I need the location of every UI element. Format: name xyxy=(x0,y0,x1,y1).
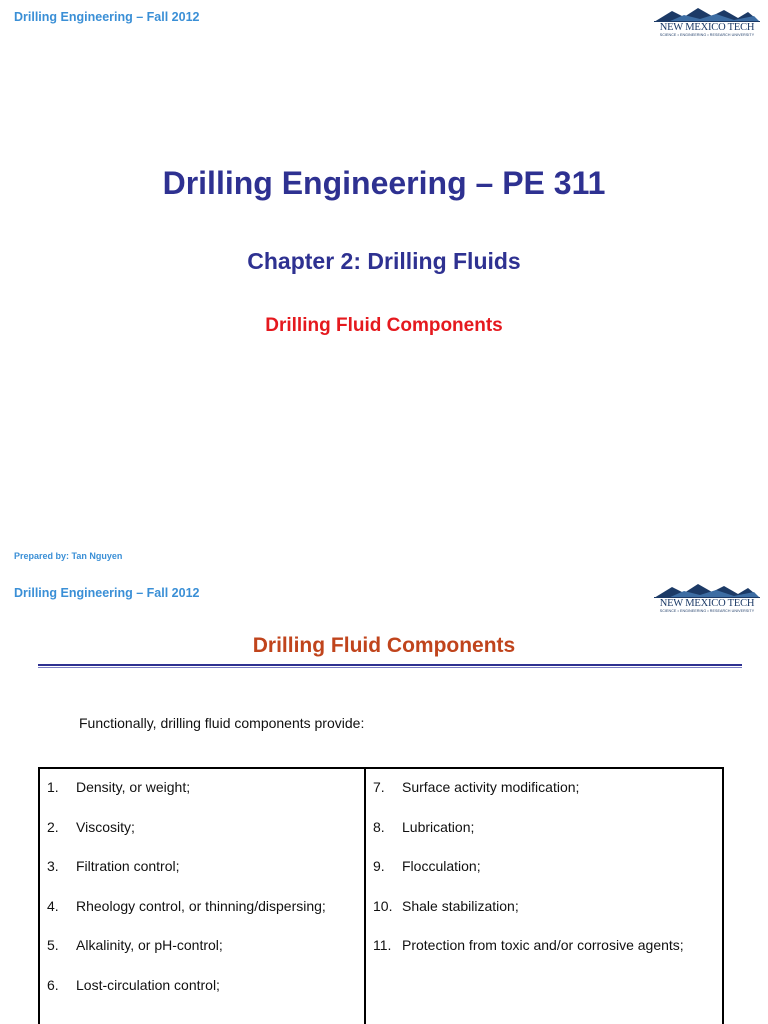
slide-title: Drilling Fluid Components xyxy=(252,634,516,657)
slide-header: Drilling Engineering – Fall 2012 xyxy=(14,586,200,600)
slide-header: Drilling Engineering – Fall 2012 xyxy=(14,10,200,24)
prepared-by: Prepared by: Tan Nguyen xyxy=(14,551,123,561)
item-number: 1. xyxy=(47,779,59,795)
item-text: Alkalinity, or pH-control; xyxy=(76,937,223,953)
section-heading: Drilling Fluid Components xyxy=(265,315,503,336)
item-text: Protection from toxic and/or corrosive agents; xyxy=(402,937,684,953)
item-number: 8. xyxy=(373,819,385,835)
components-column-right xyxy=(366,769,722,1024)
item-text: Lubrication; xyxy=(402,819,475,835)
logo-tagline: SCIENCE • ENGINEERING • RESEARCH UNIVERSITY xyxy=(659,33,755,37)
chapter-subtitle: Chapter 2: Drilling Fluids xyxy=(247,248,521,274)
slide-title: Drilling Engineering – PE 311 xyxy=(162,165,606,201)
item-text: Viscosity; xyxy=(76,819,135,835)
logo-wordmark: NEW MEXICO TECH xyxy=(659,598,755,609)
components-column-left xyxy=(40,769,366,1024)
item-text: Surface activity modification; xyxy=(402,779,580,795)
item-text: Lost-circulation control; xyxy=(76,977,220,993)
item-number: 11. xyxy=(373,937,392,953)
item-text: Rheology control, or thinning/dispersing; xyxy=(76,898,326,914)
item-number: 10. xyxy=(373,898,393,914)
new-mexico-tech-logo xyxy=(654,6,760,38)
intro-text: Functionally, drilling fluid components provide: xyxy=(79,715,365,731)
content-slide xyxy=(0,576,768,1024)
item-text: Flocculation; xyxy=(402,858,481,874)
components-table xyxy=(38,767,724,1024)
logo-tagline: SCIENCE • ENGINEERING • RESEARCH UNIVERSITY xyxy=(659,609,755,613)
mountain-logo-icon xyxy=(654,582,760,598)
item-text: Density, or weight; xyxy=(76,779,191,795)
item-number: 2. xyxy=(47,819,59,835)
item-text: Shale stabilization; xyxy=(402,898,519,914)
item-number: 3. xyxy=(47,858,59,874)
mountain-logo-icon xyxy=(654,6,760,22)
item-number: 5. xyxy=(47,937,59,953)
item-number: 4. xyxy=(47,898,59,914)
item-number: 9. xyxy=(373,858,385,874)
title-divider xyxy=(38,664,742,668)
logo-wordmark: NEW MEXICO TECH xyxy=(659,22,755,33)
item-number: 6. xyxy=(47,977,59,993)
item-number: 7. xyxy=(373,779,385,795)
item-text: Filtration control; xyxy=(76,858,180,874)
new-mexico-tech-logo xyxy=(654,582,760,614)
